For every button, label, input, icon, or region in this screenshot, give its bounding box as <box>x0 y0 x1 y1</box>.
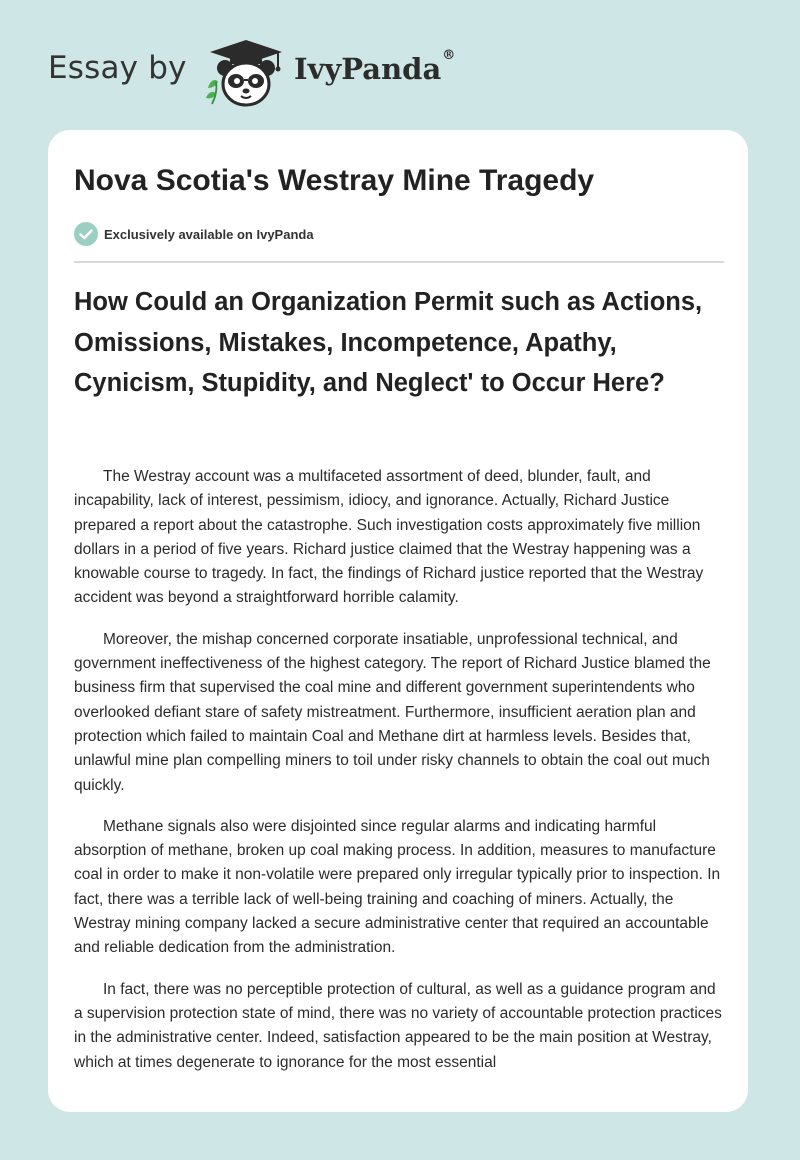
essay-title: Nova Scotia's Westray Mine Tragedy <box>74 164 595 197</box>
site-header <box>0 0 800 130</box>
registered-mark: ® <box>442 48 456 63</box>
section-heading: How Could an Organization Permit such as Actions, Omissions, Mistakes, Incompetence, Apathy, Cynicism, Stupidity, and Neglect' to Occur Here? <box>74 288 703 397</box>
title-divider <box>74 261 724 263</box>
paragraph: Moreover, the mishap concerned corporate insatiable, unprofessional technical, and government ineffectiveness of the highest category. The report of Richard Justice blamed the business firm that supervised the coal mine and different government superintendents who overlooked defiant stare of safety mistreatment. Furthermore, insufficient aeration plan and protection which failed to maintain Coal and Methane dirt at harmless levels. Besides that, unlawful mine plan compelling miners to toil under risky channels to obtain the coal out much quickly. <box>74 630 711 794</box>
essay-body <box>74 465 724 1105</box>
paragraph: In fact, there was no perceptible protection of cultural, as well as a guidance program and a supervision protection state of mind, there was no variety of accountable protection practices in the administrative center. Indeed, satisfaction appeared to be the main position at Westray, which at times degenerate to ignorance for the most essential <box>74 980 722 1071</box>
brand-prefix: Essay by <box>48 50 187 86</box>
check-circle-icon <box>74 222 98 246</box>
panda-graduate-icon[interactable] <box>200 36 292 108</box>
exclusive-label: Exclusively available on IvyPanda <box>104 226 314 242</box>
essay-card <box>48 130 748 1112</box>
exclusive-badge <box>74 222 314 246</box>
paragraph: Methane signals also were disjointed since regular alarms and indicating harmful absorption of methane, broken up coal making process. In addition, measures to manufacture coal in order to make it non-volatile were prepared only irregular typically prior to inspection. In fact, there was a terrible lack of well-being training and coaching of miners. Actually, the Westray mining company lacked a secure administrative center that required an accountable and reliable dedication from the administration. <box>74 817 721 957</box>
brand-name[interactable]: IvyPanda® <box>294 48 456 86</box>
paragraph: The Westray account was a multifaceted assortment of deed, blunder, fault, and incapability, lack of interest, pessimism, idiocy, and ignorance. Actually, Richard Justice prepared a report about the catastrophe. Such investigation costs approximately five million dollars in a period of five years. Richard justice claimed that the Westray happening was a knowable course to tragedy. In fact, the findings of Richard justice reported that the Westray accident was beyond a straightforward horrible calamity. <box>74 468 704 607</box>
